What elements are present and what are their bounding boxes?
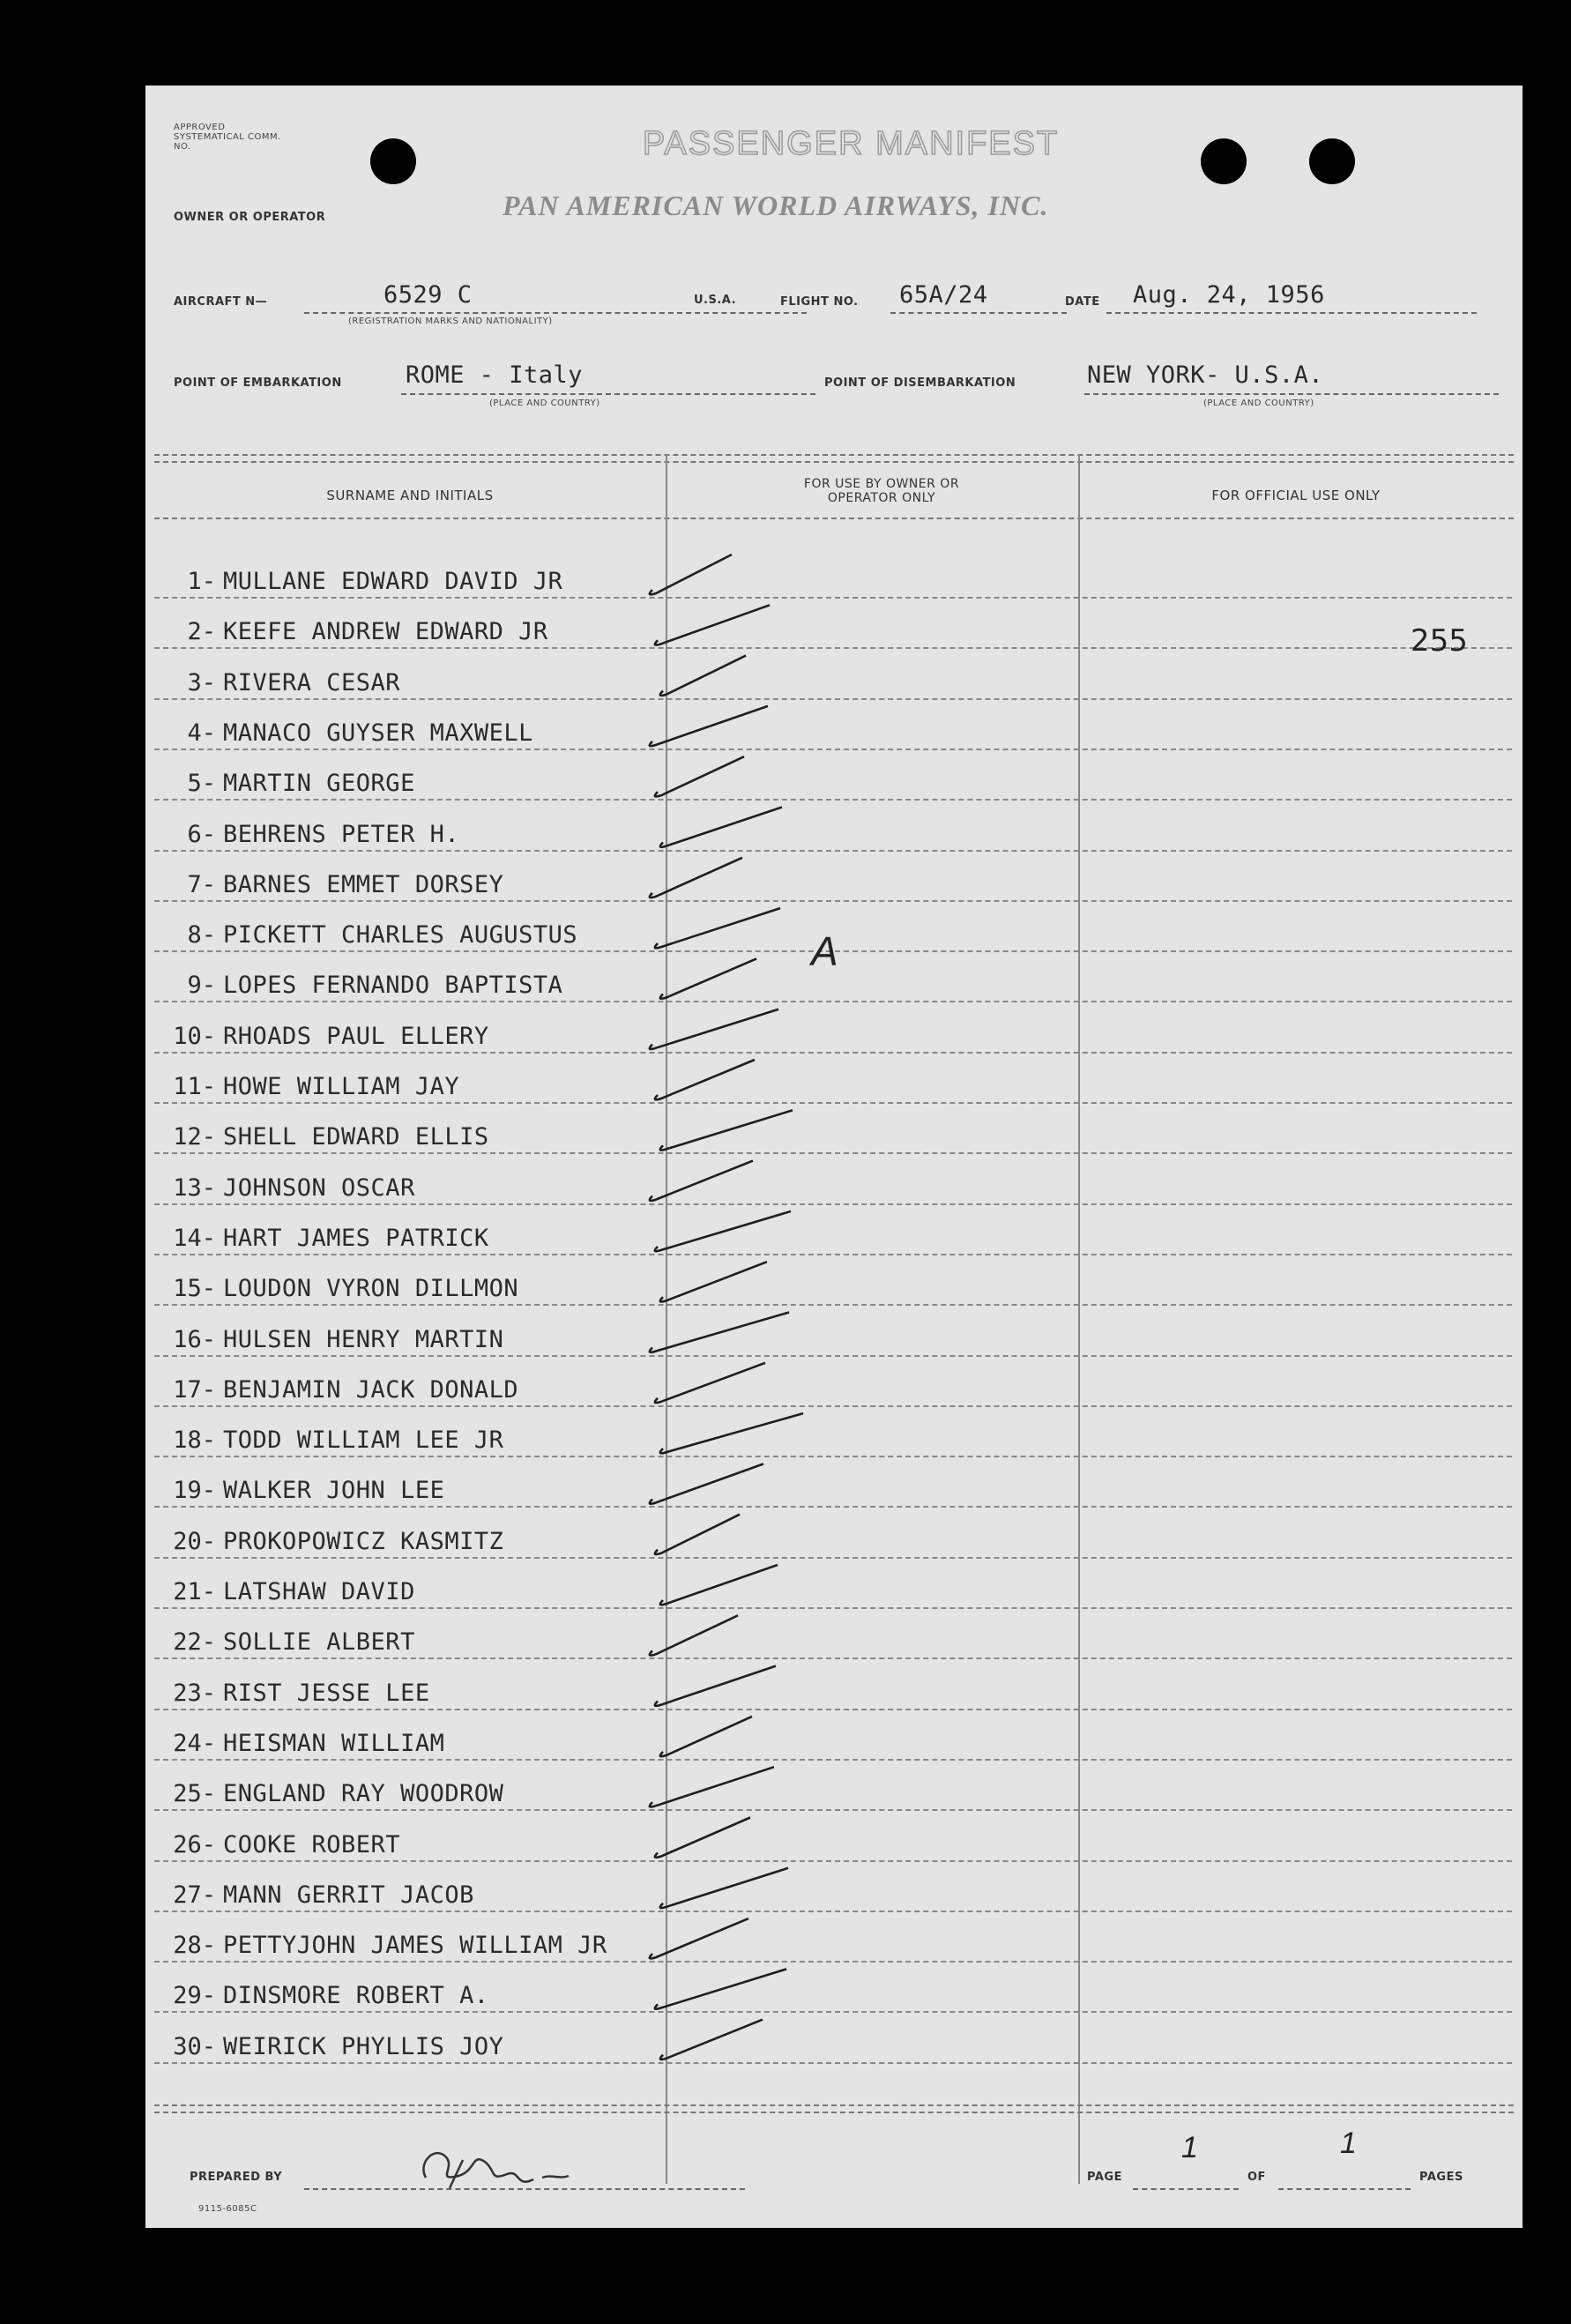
- row-number: 3-: [187, 668, 216, 696]
- row-rule: [154, 1304, 1512, 1306]
- row-number: 1-: [187, 568, 216, 595]
- table-row: [154, 1256, 1512, 1306]
- row-rule: [154, 698, 1512, 700]
- row-number: 6-: [187, 820, 216, 848]
- pages-underline: [1278, 2188, 1411, 2190]
- form-code: 9115-6085C: [198, 2204, 257, 2214]
- aircraft-label: AIRCRAFT N—: [174, 295, 268, 309]
- row-rule: [154, 2062, 1512, 2064]
- disembarkation-underline: [1084, 393, 1499, 395]
- row-rule: [154, 1860, 1512, 1862]
- table-row: [154, 651, 1512, 700]
- disembarkation-caption: (PLACE AND COUNTRY): [1203, 399, 1314, 408]
- table-row: [154, 1863, 1512, 1912]
- date-underline: [1106, 312, 1477, 314]
- table-row: [154, 1813, 1512, 1862]
- row-number: 12-: [173, 1123, 216, 1151]
- official-column-header: FOR OFFICIAL USE ONLY: [1211, 488, 1381, 503]
- table-row: [154, 549, 1512, 599]
- approval-text-2: SYSTEMATICAL COMM.: [174, 132, 281, 142]
- page-underline: [1133, 2188, 1239, 2190]
- passenger-name: BARNES EMMET DORSEY: [223, 870, 504, 898]
- passenger-name: HULSEN HENRY MARTIN: [223, 1325, 504, 1353]
- passenger-name: BENJAMIN JACK DONALD: [223, 1375, 519, 1404]
- passenger-name: LATSHAW DAVID: [223, 1578, 415, 1605]
- flight-label: FLIGHT NO.: [780, 295, 859, 309]
- table-row: [154, 1963, 1512, 2013]
- passenger-name: BEHRENS PETER H.: [223, 820, 460, 848]
- table-row: [154, 751, 1512, 801]
- table-row: [154, 1408, 1512, 1457]
- row-number: 28-: [173, 1932, 216, 1960]
- row-rule: [154, 1102, 1512, 1104]
- row-rule: [154, 1607, 1512, 1609]
- table-bottom-rule-2: [154, 2112, 1514, 2113]
- embarkation-underline: [401, 393, 815, 395]
- prepared-underline: [304, 2188, 745, 2190]
- punch-hole: [370, 138, 416, 184]
- passenger-name: ENGLAND RAY WOODROW: [223, 1780, 504, 1808]
- passenger-name: DINSMORE ROBERT A.: [223, 1982, 489, 2010]
- owner-label: OWNER OR OPERATOR: [174, 211, 326, 224]
- row-number: 30-: [173, 2032, 216, 2060]
- pages-label: PAGES: [1419, 2171, 1463, 2184]
- of-label: OF: [1247, 2171, 1266, 2184]
- aircraft-underline: [304, 312, 807, 314]
- punch-hole: [1201, 138, 1247, 184]
- row-rule: [154, 1001, 1512, 1002]
- row-number: 17-: [173, 1375, 216, 1404]
- passenger-name: RIVERA CESAR: [223, 668, 401, 696]
- manifest-sheet: [145, 86, 1523, 2228]
- table-row: [154, 853, 1512, 902]
- operator-name: PAN AMERICAN WORLD AIRWAYS, INC.: [503, 190, 1049, 221]
- table-row: [154, 1762, 1512, 1811]
- row-number: 15-: [173, 1275, 216, 1303]
- date-label: DATE: [1065, 295, 1100, 309]
- prepared-label: PREPARED BY: [190, 2171, 283, 2184]
- passenger-name: WALKER JOHN LEE: [223, 1477, 445, 1505]
- date-value: Aug. 24, 1956: [1133, 281, 1325, 309]
- page-label: PAGE: [1087, 2171, 1122, 2184]
- row-rule: [154, 1152, 1512, 1154]
- row-rule: [154, 597, 1512, 599]
- row-rule: [154, 1709, 1512, 1710]
- row-rule: [154, 1355, 1512, 1357]
- table-header-rule: [154, 518, 1514, 519]
- row-number: 16-: [173, 1325, 216, 1353]
- table-row: [154, 1661, 1512, 1710]
- row-number: 21-: [173, 1578, 216, 1605]
- row-number: 4-: [187, 719, 216, 747]
- table-row: [154, 1105, 1512, 1154]
- table-top-rule: [154, 454, 1514, 456]
- row-rule: [154, 647, 1512, 649]
- table-bottom-rule: [154, 2104, 1514, 2106]
- passenger-name: MANACO GUYSER MAXWELL: [223, 719, 533, 747]
- row-rule: [154, 1657, 1512, 1659]
- row-number: 23-: [173, 1679, 216, 1707]
- embarkation-label: POINT OF EMBARKATION: [174, 376, 342, 390]
- table-row: [154, 1054, 1512, 1104]
- row-rule: [154, 1557, 1512, 1559]
- row-number: 11-: [173, 1073, 216, 1100]
- row-rule: [154, 1254, 1512, 1255]
- passenger-name: HART JAMES PATRICK: [223, 1224, 489, 1252]
- passenger-name: COOKE ROBERT: [223, 1830, 401, 1858]
- surname-column-header: SURNAME AND INITIALS: [326, 488, 494, 503]
- row-rule: [154, 799, 1512, 801]
- table-top-rule-2: [154, 461, 1514, 463]
- embarkation-caption: (PLACE AND COUNTRY): [489, 399, 600, 408]
- row-rule: [154, 1506, 1512, 1508]
- passenger-name: RHOADS PAUL ELLERY: [223, 1022, 489, 1050]
- passenger-name: LOPES FERNANDO BAPTISTA: [223, 972, 563, 1000]
- row-rule: [154, 749, 1512, 750]
- row-number: 29-: [173, 1982, 216, 2010]
- page-value: 1: [1181, 2131, 1198, 2164]
- row-number: 26-: [173, 1830, 216, 1858]
- approval-text: APPROVED: [174, 123, 226, 132]
- row-rule: [154, 900, 1512, 902]
- passenger-name: PETTYJOHN JAMES WILLIAM JR: [223, 1932, 607, 1960]
- table-row: [154, 701, 1512, 750]
- owner-column-header: FOR USE BY OWNER OR OPERATOR ONLY: [803, 477, 960, 505]
- punch-hole: [1309, 138, 1355, 184]
- table-row: [154, 1307, 1512, 1357]
- handwritten-mark: A: [811, 928, 838, 974]
- disembarkation-label: POINT OF DISEMBARKATION: [824, 376, 1016, 390]
- passenger-name: MANN GERRIT JACOB: [223, 1881, 474, 1909]
- row-number: 19-: [173, 1477, 216, 1505]
- row-rule: [154, 1961, 1512, 1963]
- embarkation-value: ROME - Italy: [406, 361, 584, 389]
- row-number: 18-: [173, 1426, 216, 1455]
- passenger-name: KEEFE ANDREW EDWARD JR: [223, 618, 548, 646]
- table-row: [154, 1156, 1512, 1205]
- row-number: 20-: [173, 1527, 216, 1555]
- passenger-name: TODD WILLIAM LEE JR: [223, 1426, 504, 1455]
- passenger-name: MULLANE EDWARD DAVID JR: [223, 568, 563, 595]
- approval-text-3: NO.: [174, 142, 191, 152]
- table-row: [154, 600, 1512, 649]
- row-rule: [154, 1759, 1512, 1761]
- table-row: [154, 1560, 1512, 1609]
- row-number: 7-: [187, 870, 216, 898]
- passenger-name: MARTIN GEORGE: [223, 770, 415, 798]
- passenger-name: RIST JESSE LEE: [223, 1679, 430, 1707]
- row-number: 22-: [173, 1628, 216, 1657]
- table-row: [154, 1509, 1512, 1559]
- row-number: 27-: [173, 1881, 216, 1909]
- pages-value: 1: [1340, 2127, 1357, 2160]
- row-rule: [154, 1911, 1512, 1912]
- table-row: [154, 1711, 1512, 1761]
- passenger-name: HEISMAN WILLIAM: [223, 1729, 445, 1757]
- flight-value: 65A/24: [899, 281, 988, 309]
- form-title: PASSENGER MANIFEST: [642, 125, 1060, 162]
- table-row: [154, 802, 1512, 852]
- flight-underline: [890, 312, 1067, 314]
- passenger-name: LOUDON VYRON DILLMON: [223, 1275, 519, 1303]
- row-rule: [154, 1456, 1512, 1457]
- table-row: [154, 1358, 1512, 1407]
- row-number: 8-: [187, 921, 216, 950]
- aircraft-caption: (REGISTRATION MARKS AND NATIONALITY): [348, 317, 553, 326]
- row-number: 2-: [187, 618, 216, 646]
- row-rule: [154, 1809, 1512, 1811]
- table-row: [154, 1206, 1512, 1255]
- row-rule: [154, 850, 1512, 852]
- table-row: [154, 1913, 1512, 1963]
- table-row: [154, 2015, 1512, 2064]
- disembarkation-value: NEW YORK- U.S.A.: [1087, 361, 1324, 389]
- country-label: U.S.A.: [694, 294, 737, 307]
- passenger-name: WEIRICK PHYLLIS JOY: [223, 2032, 504, 2060]
- row-rule: [154, 2011, 1512, 2013]
- row-number: 10-: [173, 1022, 216, 1050]
- passenger-name: SOLLIE ALBERT: [223, 1628, 415, 1657]
- row-number: 14-: [173, 1224, 216, 1252]
- passenger-name: JOHNSON OSCAR: [223, 1173, 415, 1202]
- row-number: 9-: [187, 972, 216, 1000]
- table-row: [154, 1458, 1512, 1508]
- row-rule: [154, 1405, 1512, 1407]
- table-row: [154, 1004, 1512, 1054]
- passenger-name: PICKETT CHARLES AUGUSTUS: [223, 921, 578, 950]
- row-number: 24-: [173, 1729, 216, 1757]
- row-number: 5-: [187, 770, 216, 798]
- approval-stamp: [174, 123, 281, 152]
- table-row: [154, 1610, 1512, 1659]
- passenger-name: HOWE WILLIAM JAY: [223, 1073, 460, 1100]
- aircraft-value: 6529 C: [383, 281, 473, 309]
- official-note: 255: [1411, 623, 1468, 659]
- passenger-name: PROKOPOWICZ KASMITZ: [223, 1527, 504, 1555]
- passenger-name: SHELL EDWARD ELLIS: [223, 1123, 489, 1151]
- row-number: 13-: [173, 1173, 216, 1202]
- row-rule: [154, 1203, 1512, 1205]
- row-number: 25-: [173, 1780, 216, 1808]
- row-rule: [154, 1052, 1512, 1054]
